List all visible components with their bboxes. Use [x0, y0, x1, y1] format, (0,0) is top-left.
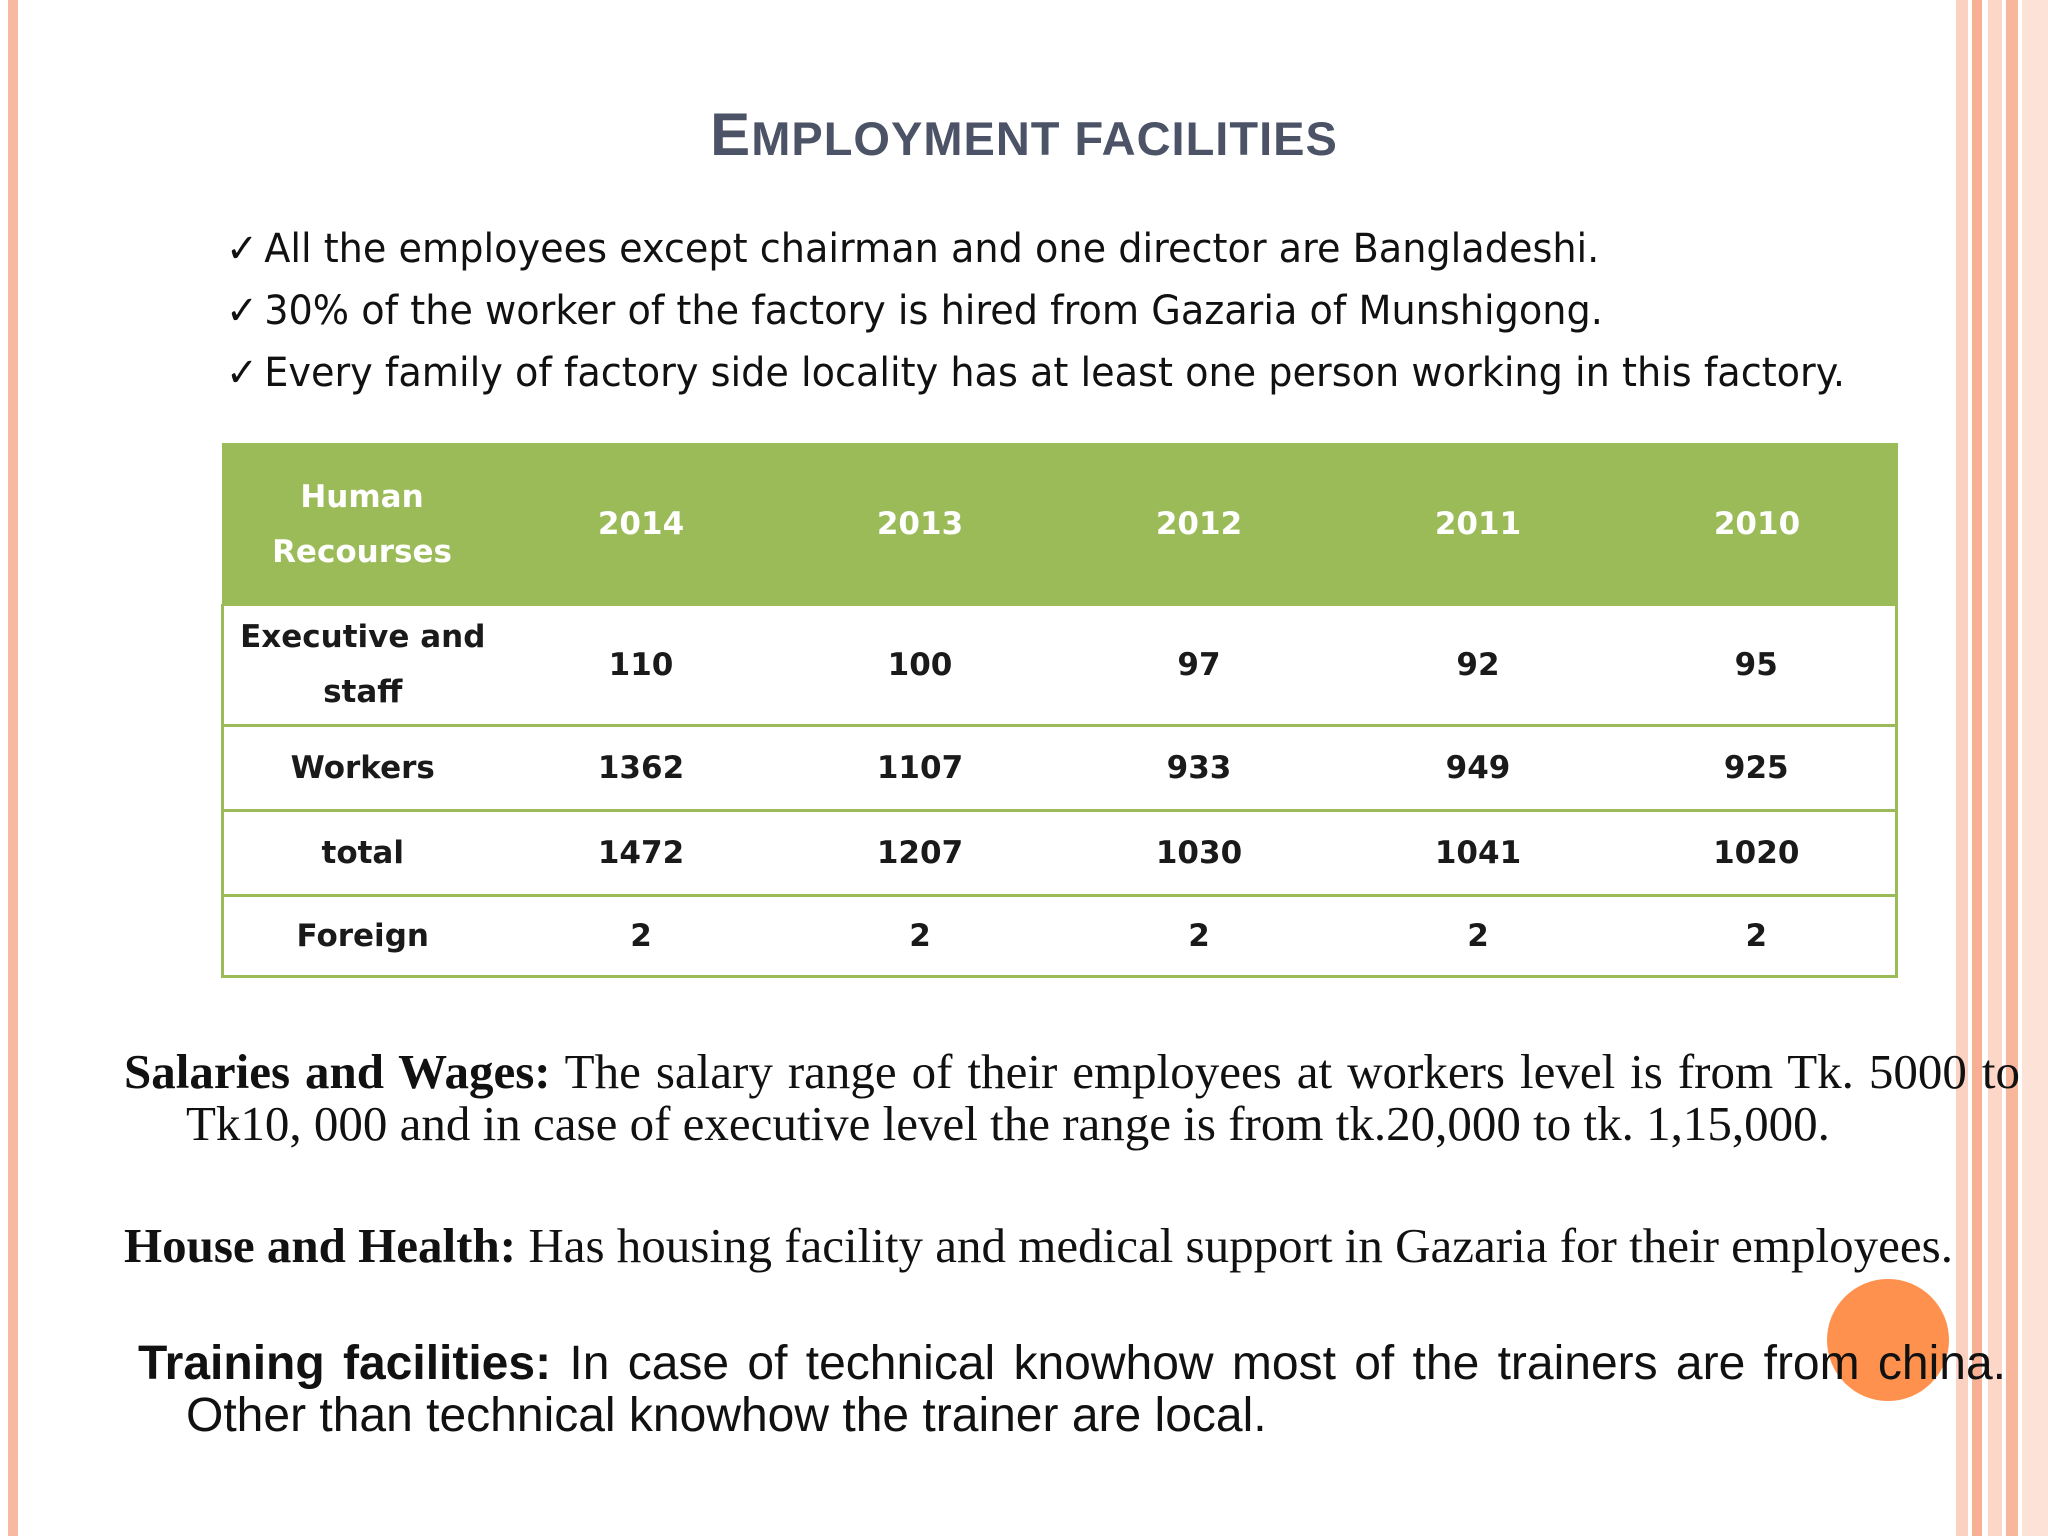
- slide-title: [0, 100, 2048, 169]
- title-rest: MPLOYMENT FACILITIES: [751, 112, 1338, 165]
- table-cell: 1107: [781, 726, 1060, 811]
- table-cell: 933: [1060, 726, 1339, 811]
- bullet-list: [226, 218, 1966, 404]
- table-cell: 2: [1060, 896, 1339, 977]
- table-cell: 100: [781, 605, 1060, 726]
- table-cell: 2: [502, 896, 781, 977]
- bullet-item: [226, 280, 1888, 342]
- header-cell-year: 2011: [1339, 444, 1618, 605]
- row-label: Workers: [223, 726, 502, 811]
- training-text: In case of technical knowhow most of the trainers are from china. Other than technical knowhow the trainer are local.: [186, 1337, 2007, 1442]
- right-border-stripe: [1972, 0, 1982, 1536]
- table-cell: 925: [1618, 726, 1897, 811]
- training-paragraph: [138, 1338, 2006, 1442]
- table-cell: 1472: [502, 811, 781, 896]
- table-cell: 1030: [1060, 811, 1339, 896]
- header-cell-year: 2012: [1060, 444, 1339, 605]
- title-initial: E: [710, 101, 752, 168]
- bullet-text: 30% of the worker of the factory is hired from Gazaria of Munshigong.: [264, 288, 1603, 334]
- table-cell: 1041: [1339, 811, 1618, 896]
- table-cell: 2: [781, 896, 1060, 977]
- salaries-text: The salary range of their employees at workers level is from Tk. 5000 to Tk10, 000 and in case of executive level the range is from tk.20,000 to tk. 1,15,000.: [186, 1044, 2020, 1151]
- table-cell: 1020: [1618, 811, 1897, 896]
- table-row: [223, 896, 1897, 977]
- bullet-text: Every family of factory side locality has at least one person working in this factory.: [264, 350, 1846, 396]
- table-row: [223, 811, 1897, 896]
- header-cell-human-resources: Human Recourses: [223, 444, 502, 605]
- table-cell: 92: [1339, 605, 1618, 726]
- salaries-label: Salaries and Wages:: [124, 1044, 551, 1099]
- table-row: [223, 605, 1897, 726]
- table-cell: 110: [502, 605, 781, 726]
- table-cell: 1362: [502, 726, 781, 811]
- bullet-text: All the employees except chairman and one director are Bangladeshi.: [264, 226, 1600, 272]
- row-label: total: [223, 811, 502, 896]
- table-cell: 2: [1339, 896, 1618, 977]
- row-label: Foreign: [223, 896, 502, 977]
- table-cell: 97: [1060, 605, 1339, 726]
- house-health-label: House and Health:: [124, 1218, 517, 1273]
- right-border-stripe: [2006, 0, 2018, 1536]
- training-label: Training facilities:: [138, 1337, 552, 1390]
- house-health-paragraph: [124, 1220, 2020, 1272]
- checkmark-icon: ✓: [226, 226, 259, 272]
- checkmark-icon: ✓: [226, 288, 259, 334]
- checkmark-icon: ✓: [226, 350, 259, 396]
- human-resources-table: [221, 443, 1895, 978]
- table-cell: 1207: [781, 811, 1060, 896]
- right-border-stripe: [2022, 0, 2048, 1536]
- table-cell: 949: [1339, 726, 1618, 811]
- right-border-stripe: [1988, 0, 2002, 1536]
- table-cell: 2: [1618, 896, 1897, 977]
- left-border-stripe: [8, 0, 18, 1536]
- row-label: Executive and staff: [223, 605, 502, 726]
- bullet-item: [226, 342, 1888, 404]
- header-cell-year: 2013: [781, 444, 1060, 605]
- table-cell: 95: [1618, 605, 1897, 726]
- house-health-text: Has housing facility and medical support in Gazaria for their employees.: [516, 1218, 1953, 1273]
- table-row: [223, 726, 1897, 811]
- salaries-paragraph: [124, 1046, 2020, 1150]
- header-cell-year: 2010: [1618, 444, 1897, 605]
- header-cell-year: 2014: [502, 444, 781, 605]
- bullet-item: [226, 218, 1888, 280]
- table-header-row: [223, 444, 1897, 605]
